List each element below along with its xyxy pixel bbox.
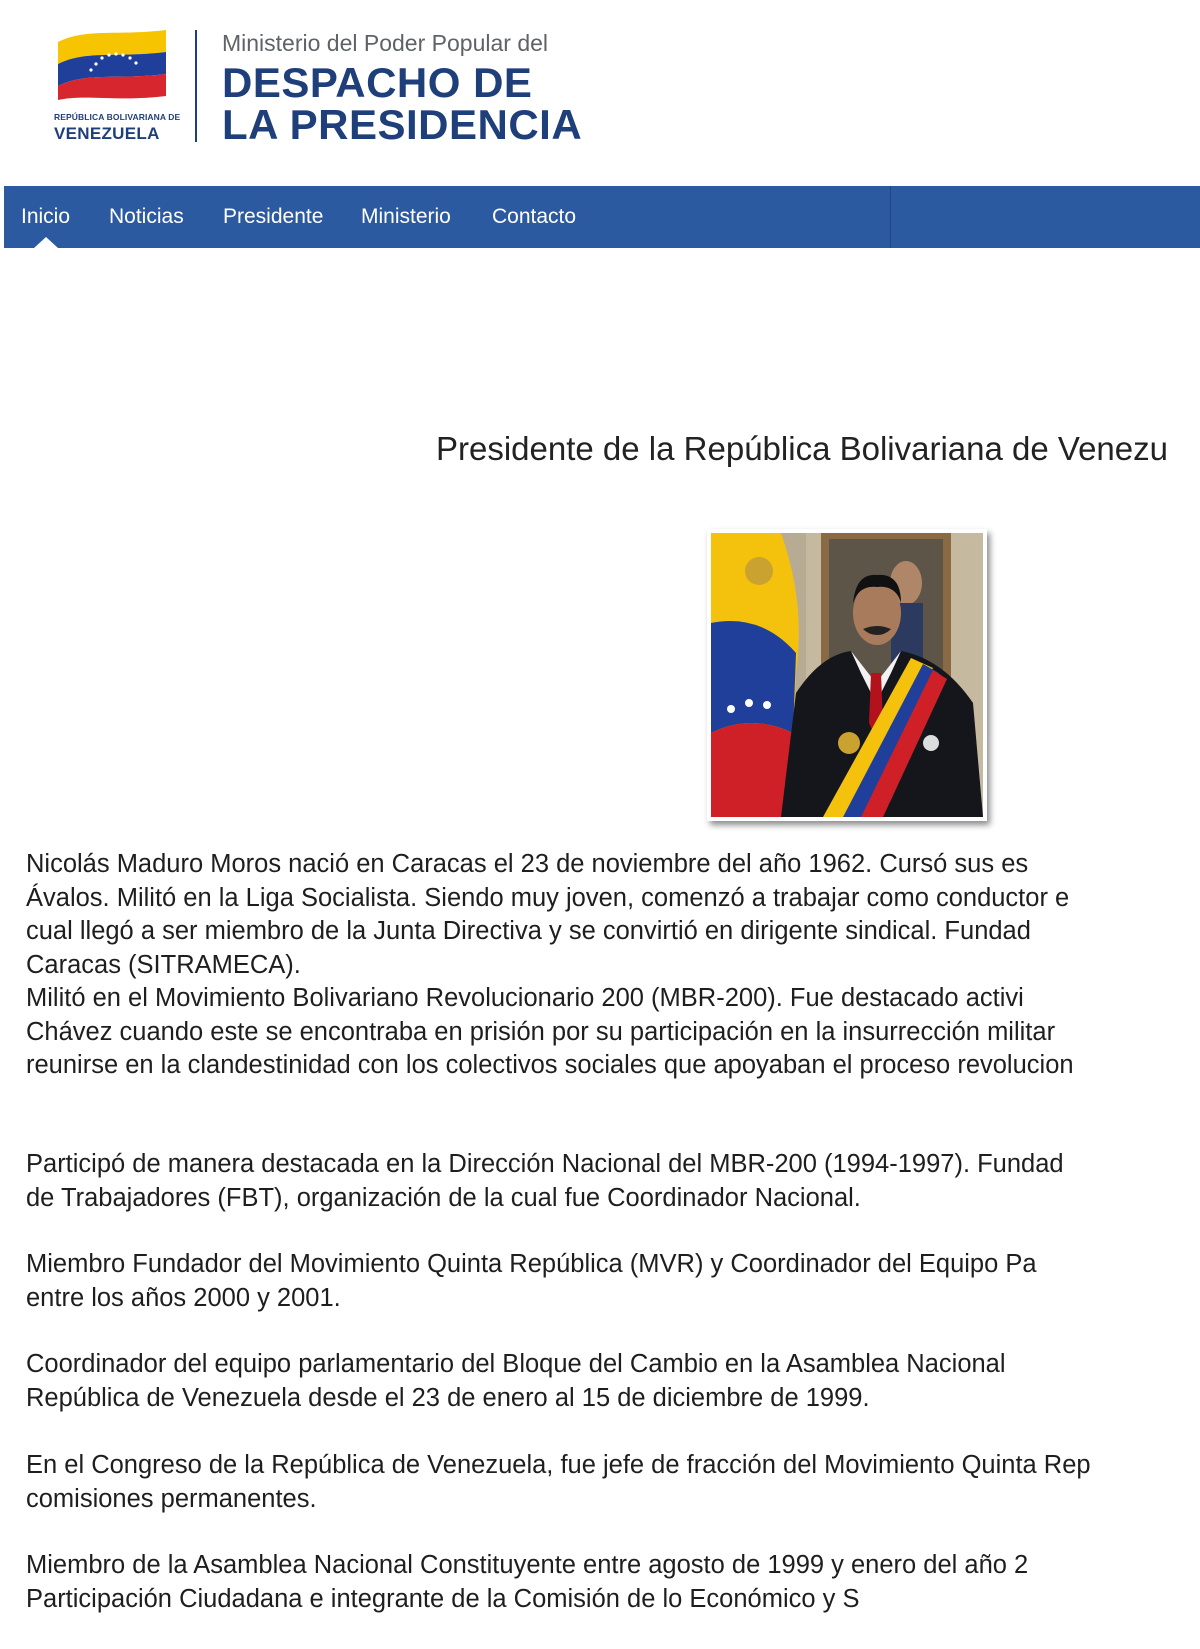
site-header (0, 0, 1200, 185)
nav-item-contacto[interactable]: Contacto (492, 205, 577, 228)
active-indicator-caret (34, 237, 58, 248)
logo-divider (195, 30, 197, 142)
logo-country-text: VENEZUELA (54, 124, 160, 143)
nav-item-presidente[interactable]: Presidente (223, 205, 324, 228)
text-line: Participó de manera destacada en la Dirección Nacional del MBR-200 (1994-1997). Fundad (26, 1150, 1064, 1178)
page-title: Presidente de la República Bolivariana de Venezu (436, 430, 1168, 467)
text-line: cual llegó a ser miembro de la Junta Directiva y se convirtió en dirigente sindical. Fundad (26, 917, 1031, 945)
biography-paragraph-6 (26, 1549, 1200, 1616)
text-line: Coordinador del equipo parlamentario del Bloque del Cambio en la Asamblea Nacional (26, 1350, 1006, 1378)
president-portrait-image (711, 533, 983, 817)
department-title-line-2[interactable]: LA PRESIDENCIA (222, 101, 583, 148)
nav-item-noticias[interactable]: Noticias (109, 205, 184, 228)
nav-item-ministerio[interactable]: Ministerio (361, 205, 451, 228)
text-line: Militó en el Movimiento Bolivariano Revolucionario 200 (MBR-200). Fue destacado activi (26, 984, 1024, 1012)
biography-paragraph-5 (26, 1449, 1200, 1516)
text-line: comisiones permanentes. (26, 1484, 317, 1513)
text-line: República de Venezuela desde el 23 de enero al 15 de diciembre de 1999. (26, 1383, 870, 1412)
biography-paragraph-2 (26, 1148, 1200, 1215)
nav-divider (890, 186, 891, 248)
text-line: Nicolás Maduro Moros nació en Caracas el 23 de noviembre del año 1962. Cursó sus es (26, 850, 1029, 878)
biography-paragraph-3 (26, 1248, 1200, 1315)
text-line: entre los años 2000 y 2001. (26, 1283, 341, 1312)
biography-paragraph-4 (26, 1348, 1200, 1415)
text-line: Ávalos. Militó en la Liga Socialista. Siendo muy joven, comenzó a trabajar como conductor e (26, 883, 1070, 912)
ministry-subtitle: Ministerio del Poder Popular del (222, 30, 549, 56)
text-line: Chávez cuando este se encontraba en prisión por su participación en la insurrección militar (26, 1017, 1056, 1046)
main-navigation (4, 186, 1200, 248)
text-line: de Trabajadores (FBT), organización de la cual fue Coordinador Nacional. (26, 1183, 861, 1212)
text-line: Caracas (SITRAMECA). (26, 950, 301, 979)
department-title-line-1[interactable]: DESPACHO DE (222, 59, 533, 106)
biography-paragraph-1 (26, 848, 1200, 1083)
text-line: reunirse en la clandestinidad con los colectivos sociales que apoyaban el proceso revolucion (26, 1051, 1074, 1079)
text-line: Miembro de la Asamblea Nacional Constituyente entre agosto de 1999 y enero del año 2 (26, 1551, 1029, 1579)
nav-item-inicio[interactable]: Inicio (21, 205, 71, 228)
text-line: Miembro Fundador del Movimiento Quinta República (MVR) y Coordinador del Equipo Pa (26, 1250, 1037, 1278)
president-portrait-frame (707, 529, 987, 821)
venezuela-flag-logo-icon[interactable] (56, 28, 170, 100)
text-line: Participación Ciudadana e integrante de la Comisión de lo Económico y S (26, 1584, 860, 1613)
logo-republic-text: REPÚBLICA BOLIVARIANA DE (54, 112, 181, 122)
text-line: En el Congreso de la República de Venezuela, fue jefe de fracción del Movimiento Quinta Rep (26, 1451, 1091, 1479)
